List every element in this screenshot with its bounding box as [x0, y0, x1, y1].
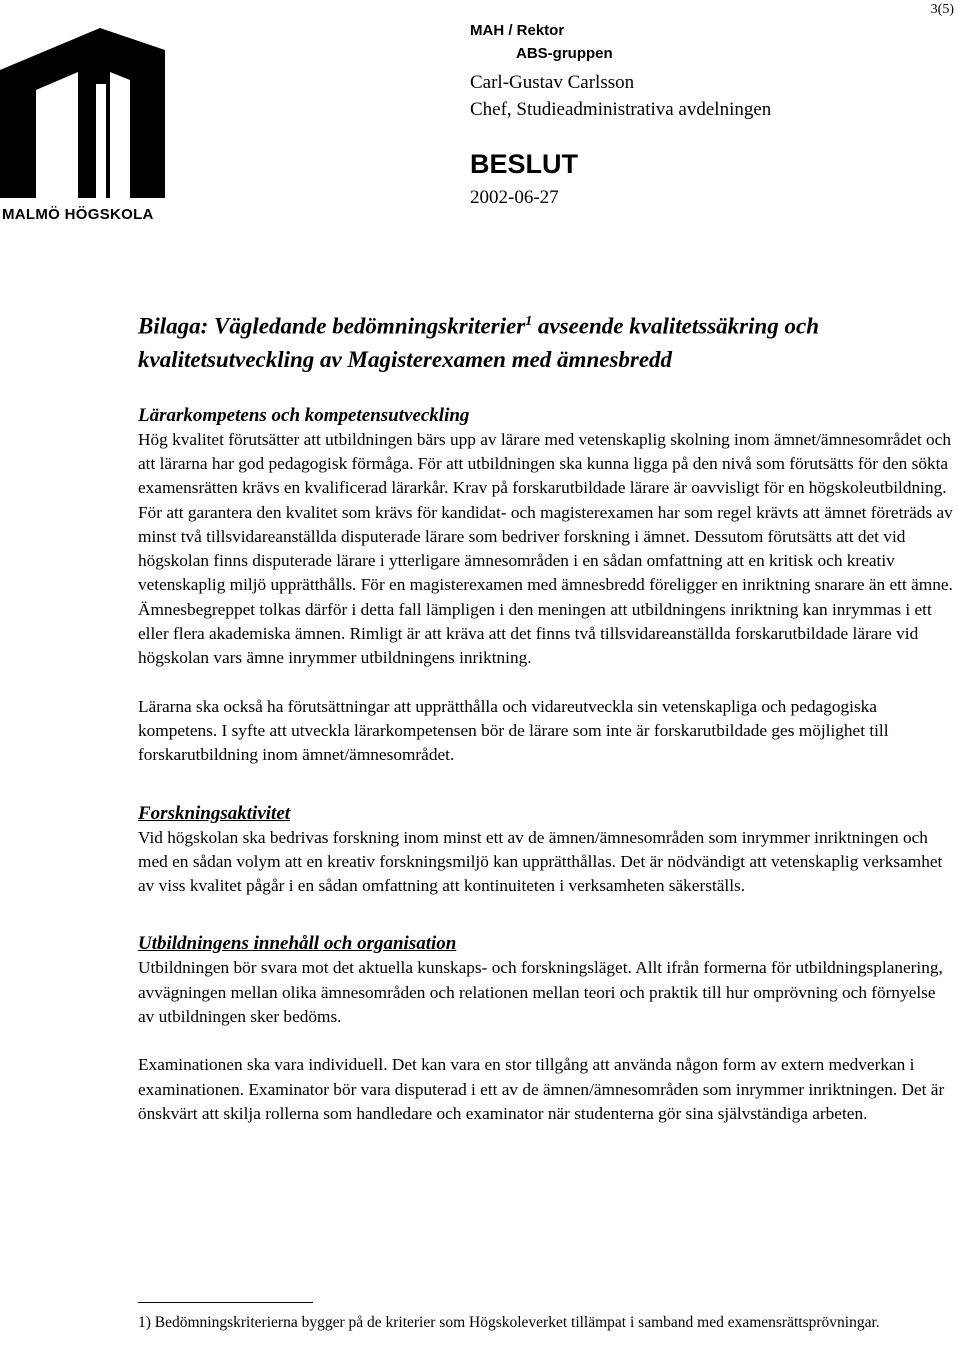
page-number: 3(5) [930, 2, 954, 17]
paragraph: Hög kvalitet förutsätter att utbildningen bärs upp av lärare med vetenskaplig skolning inom ämnet/ämnesområdet och att lärarna har god pedagogisk förmåga. För att utbildningen ska kunna ligga på den nivå som förutsätts för den sökta examensrätten krävs en kvalificerad lärarkår. Krav på forskarutbildade lärare är oavvisligt för en högskoleutbildning. För att garantera den kvalitet som krävs för kandidat- och magisterexamen har som regel krävts att ämnet företräds av minst två tillsvidareanställda disputerade lärare som bedriver forskning i ämnet. Dessutom förutsätts att det vid högskolan finns disputerade lärare i ytterligare ämnesområden i en sådan omfattning att en kritisk och kreativ vetenskaplig miljö upprätthålls. För en magisterexamen med ämnesbredd föreligger en inriktning snarare än ett ämne. Ämnesbegreppet tolkas därför i detta fall lämpligen i den meningen att utbildningens inriktning kan inrymmas i ett eller flera akademiska ämnen. Rimligt är att kräva att det finns två tillsvidareanställda forskarutbildade lärare vid högskolan vars ämne inrymmer utbildningens inriktning. [138, 429, 953, 668]
document-type: BESLUT [470, 149, 578, 179]
malmo-hogskola-logo [0, 20, 170, 225]
document-date: 2002-06-27 [470, 187, 559, 208]
header-name: Carl-Gustav Carlsson [470, 72, 635, 93]
paragraph: Utbildningen bör svara mot det aktuella kunskaps- och forskningsläget. Allt ifrån formerna för utbildningsplanering, avvägningen mellan olika ämnesområden och relationen mellan teori och praktik till hur omprövning och förnyelse av utbildningen sker bedöms. [138, 958, 943, 1026]
logo-text: MALMÖ HÖGSKOLA [2, 206, 154, 223]
title-part2: avseende kvalitetssäkring och kvalitetsutveckling av Magisterexamen med ämnesbredd [138, 313, 820, 372]
title-part1: Bilaga: Vägledande bedömningskriterier [138, 313, 526, 339]
section-heading: Forskningsaktivitet [138, 802, 291, 824]
paragraph: Vid högskolan ska bedrivas forskning inom minst ett av de ämnen/ämnesområden som inrymmer inriktningen och med en sådan volym att en kreativ forskningsmiljö kan upprätthållas. Det är nödvändigt att vetenskaplig verksamhet av viss kvalitet pågår i en sådan omfattning att kontinuiteten i verksamheten säkerställs. [138, 827, 943, 896]
footnote-ref: 1 [525, 314, 533, 329]
section-heading: Utbildningens innehåll och organisation [138, 933, 457, 955]
header-department: MAH / Rektor [470, 22, 565, 39]
paragraph: Lärarna ska också ha förutsättningar att upprätthålla och vidareutveckla sin vetenskapliga och pedagogiska kompetens. I syfte att utveckla lärarkompetensen bör de lärare som inte är forskarutbildade ges möjlighet till forskarutbildning inom ämnet/ämnesområdet. [138, 696, 889, 765]
header-group: ABS-gruppen [516, 45, 613, 62]
footnote-divider [138, 1302, 313, 1303]
header-role: Chef, Studieadministrativa avdelningen [470, 99, 772, 120]
document-body [138, 305, 956, 1126]
section-heading: Lärarkompetens och kompetensutveckling [138, 404, 470, 426]
footnote: 1) Bedömningskriterierna bygger på de kriterier som Högskoleverket tillämpat i samband med examensrättsprövningar. [138, 1314, 880, 1331]
document-title [138, 305, 956, 376]
paragraph: Examinationen ska vara individuell. Det kan vara en stor tillgång att använda någon form av extern medverkan i examinationen. Examinator bör vara disputerad i ett av de ämnen/ämnesområden som inrymmer inriktningen. Det är önskvärt att skilja rollerna som handledare och examinator när studenterna gör sina självständiga arbeten. [138, 1055, 945, 1123]
